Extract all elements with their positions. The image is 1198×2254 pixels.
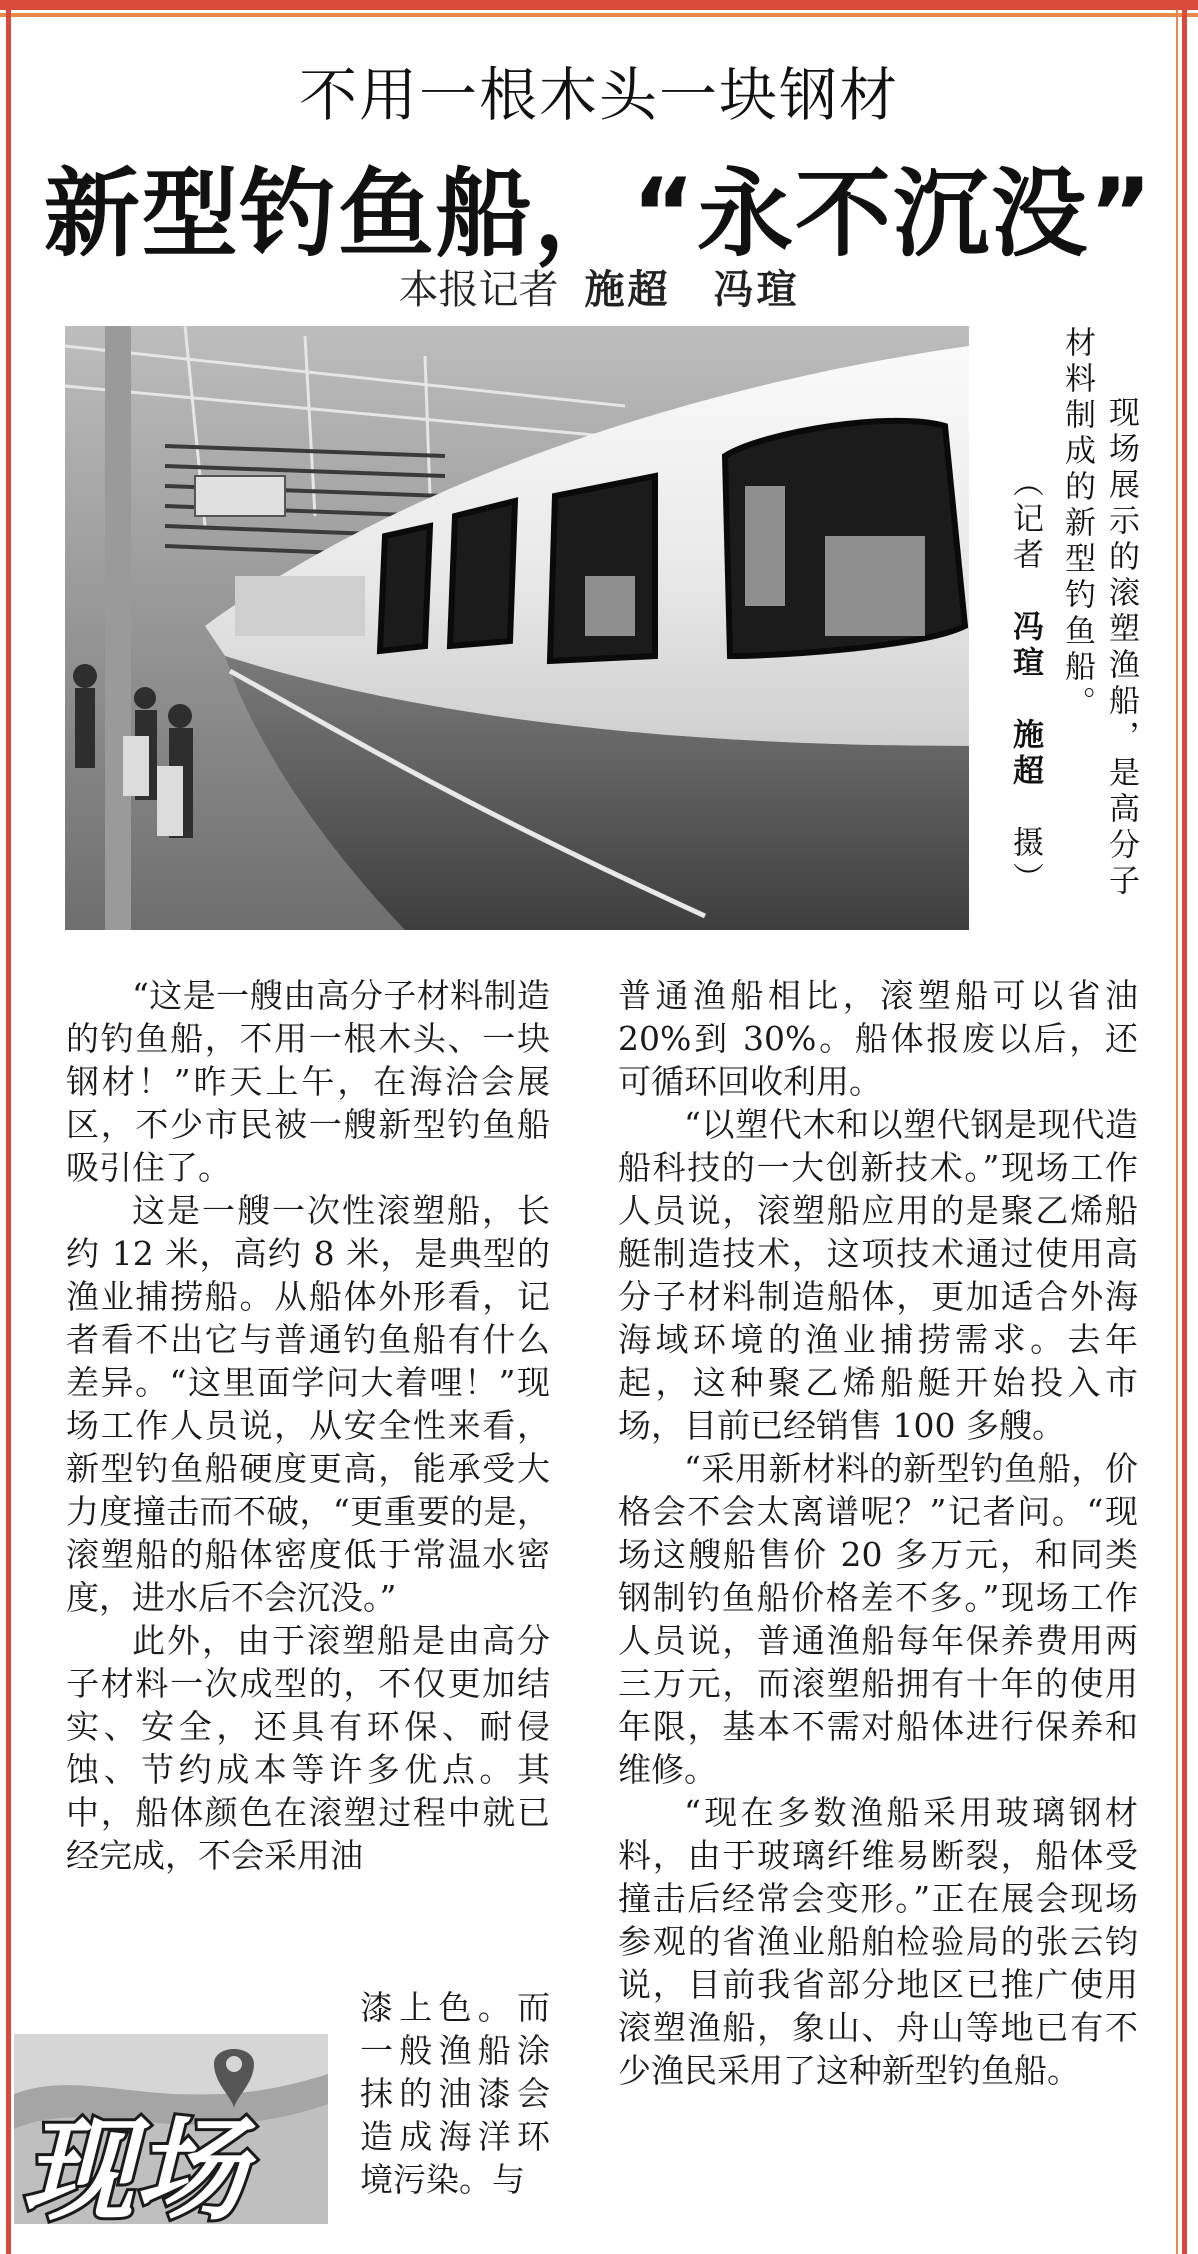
article-paragraph: “以塑代木和以塑代钢是现代造船科技的一大创新技术。”现场工作人员说，滚塑船应用的是聚乙烯船艇制造技术，这项技术通过使用高分子材料制造船体，更加适合外海海域环境的渔业捕捞需求。去年起，这种聚乙烯船艇开始投入市场，目前已经销售 100 多艘。 [618,1105,1138,1445]
caption-credit-close: 摄） [1007,826,1043,898]
caption-credit [1005,466,1045,898]
left-border [6,10,11,2254]
top-border-inner [0,13,1198,17]
right-border-inner [1176,10,1178,2254]
kicker-headline: 不用一根木头一块钢材 [298,61,899,129]
article-paragraph: “这是一艘由高分子材料制造的钓鱼船，不用一根木头、一块钢材！”昨天上午，在海洽会展区，不少市民被一艘新型钓鱼船吸引住了。 [66,976,550,1187]
article-column-left-tail [360,1986,550,2201]
boat-photo-illustration [65,326,969,930]
byline [0,258,1198,315]
article-paragraph: 这是一艘一次性滚塑船，长约 12 米，高约 8 米，是典型的渔业捕捞船。从船体外形看，记者看不出它与普通钓鱼船有什么差异。“这里面学问大着哩！”现场工作人员说，从安全性来看，新型钓鱼船硬度更高，能承受大力度撞击而不破，“更重要的是，滚塑船的船体密度低于常温水密度，进水后不会沉没。” [66,1191,550,1617]
article-paragraph: 此外，由于滚塑船是由高分子材料一次成型的，不仅更加结实、安全，还具有环保、耐侵蚀、节约成本等许多优点。其中，船体颜色在滚塑过程中就已经完成，不会采用油 [66,1621,550,1875]
top-border [0,0,1198,10]
caption-credit-names: 冯瑄 施超 [1007,610,1043,790]
byline-label: 本报记者 [398,267,559,313]
article-paragraph-continued: 漆上色。而一般渔船涂抹的油漆会造成海洋环境污染。与 [360,1988,550,2199]
caption-line-2: 材料制成的新型钓鱼船。 [1059,326,1095,722]
article-paragraph-continued: 普通渔船相比，滚塑船可以省油 20%到 30%。船体报废以后，还可循环回收利用。 [618,976,1138,1101]
section-logo-text: 现场 [22,2106,246,2224]
main-headline: 新型钓鱼船，“永不沉没” [43,158,1155,270]
boat-photo [65,326,969,930]
article-paragraph: “采用新材料的新型钓鱼船，价格会不会太离谱呢？”记者问。“现场这艘船售价 20 多万元，和同类钢制钓鱼船价格差不多。”现场工作人员说，普通渔船每年保养费用两三万元，而滚塑船拥有十年的使用年限，基本不需对船体进行保养和维修。 [618,1449,1138,1789]
byline-names: 施超 冯瑄 [584,267,800,313]
photo-caption [1005,326,1155,931]
article-column-left [66,974,550,1877]
section-logo [14,2034,328,2224]
article-paragraph: “现在多数渔船采用玻璃钢材料，由于玻璃纤维易断裂，船体受撞击后经常会变形。”正在展会现场参观的省渔业船舶检验局的张云钧说，目前我省部分地区已推广使用滚塑渔船，象山、舟山等地已有不少渔民采用了这种新型钓鱼船。 [618,1793,1138,2090]
right-border [1182,10,1187,2254]
caption-line-1: 现场展示的滚塑渔船，是高分子 [1103,396,1139,900]
section-logo-graphic [14,2034,328,2224]
article-column-right [618,974,1138,2092]
caption-credit-open: （记者 [1007,466,1043,574]
